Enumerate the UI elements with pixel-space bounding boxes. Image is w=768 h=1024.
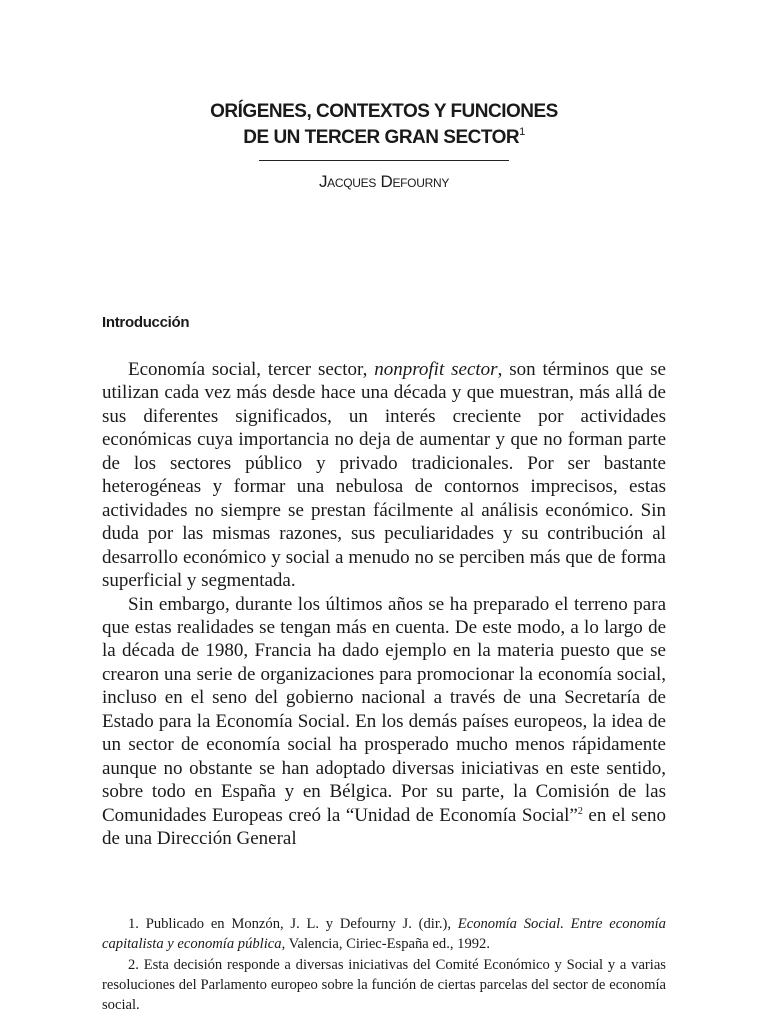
section-heading: Introducción	[102, 314, 190, 331]
footnote-ref-2[interactable]: 2	[577, 805, 583, 817]
footnotes	[102, 914, 666, 1015]
author-name: Jacques Defourny	[318, 172, 450, 191]
paragraph-1-italic: nonprofit sector	[374, 359, 498, 380]
chapter-title-line-2-text: DE UN TERCER GRAN SECTOR	[243, 127, 520, 148]
footnote-1	[102, 914, 666, 955]
paragraph-1-text-b: , son términos que se utilizan cada vez más desde hace una década y que muestran, más allá de sus diferentes significados, un interés creciente por actividades económicas cuya importancia no deja de aumentar y que no forman parte de los sectores público y privado tradicionales. Por ser bastante heterogéneas y formar una nebulosa de contornos imprecisos, estas actividades no siempre se prestan fácilmente al análisis económico. Sin duda por las mismas razones, sus peculiaridades y su contribución al desarrollo económico y social a menudo no se perciben más que de forma superficial y segmentada.	[102, 359, 666, 592]
paragraph-2-text-a: Sin embargo, durante los últimos años se ha preparado el terreno para que estas realidades se tengan más en cuenta. De este modo, a lo largo de la década de 1980, Francia ha dado ejemplo en la materia puesto que se crearon una serie de organizaciones para promocionar la economía social, incluso en el seno del gobierno nacional a través de una Secretaría de Estado para la Economía Social. En los demás países europeos, la idea de un sector de economía social ha prosperado mucho menos rápidamente aunque no obstante se han adoptado diversas iniciativas en este sentido, sobre todo en España y en Bélgica. Por su parte, la Comisión de las Comunidades Europeas creó la “Unidad de Economía Social”	[102, 593, 666, 826]
body-text	[102, 358, 666, 851]
footnote-1-text-a: 1. Publicado en Monzón, J. L. y Defourny J. (dir.),	[128, 916, 458, 932]
paragraph-2	[102, 593, 666, 851]
footnote-ref-1[interactable]: 1	[519, 126, 525, 138]
paragraph-1	[102, 358, 666, 593]
title-divider	[259, 160, 509, 161]
footnote-1-text-b: , Valencia, Ciriec-España ed., 1992.	[281, 936, 490, 953]
footnote-2: 2. Esta decisión responde a diversas iniciativas del Comité Económico y Social y a varias resoluciones del Parlamento europeo sobre la función de ciertas parcelas del sector de economía social.	[102, 956, 666, 1014]
footnote-1-italic: Economía Social. Entre economía capitalista y economía pública	[102, 916, 666, 953]
chapter-title	[0, 99, 768, 151]
paragraph-2-text-b: en el seno de una Dirección General	[102, 804, 667, 850]
chapter-title-line-2	[0, 125, 768, 151]
paragraph-1-text-a: Economía social, tercer sector,	[128, 359, 375, 380]
chapter-title-line-1: ORÍGENES, CONTEXTOS Y FUNCIONES	[210, 101, 558, 122]
